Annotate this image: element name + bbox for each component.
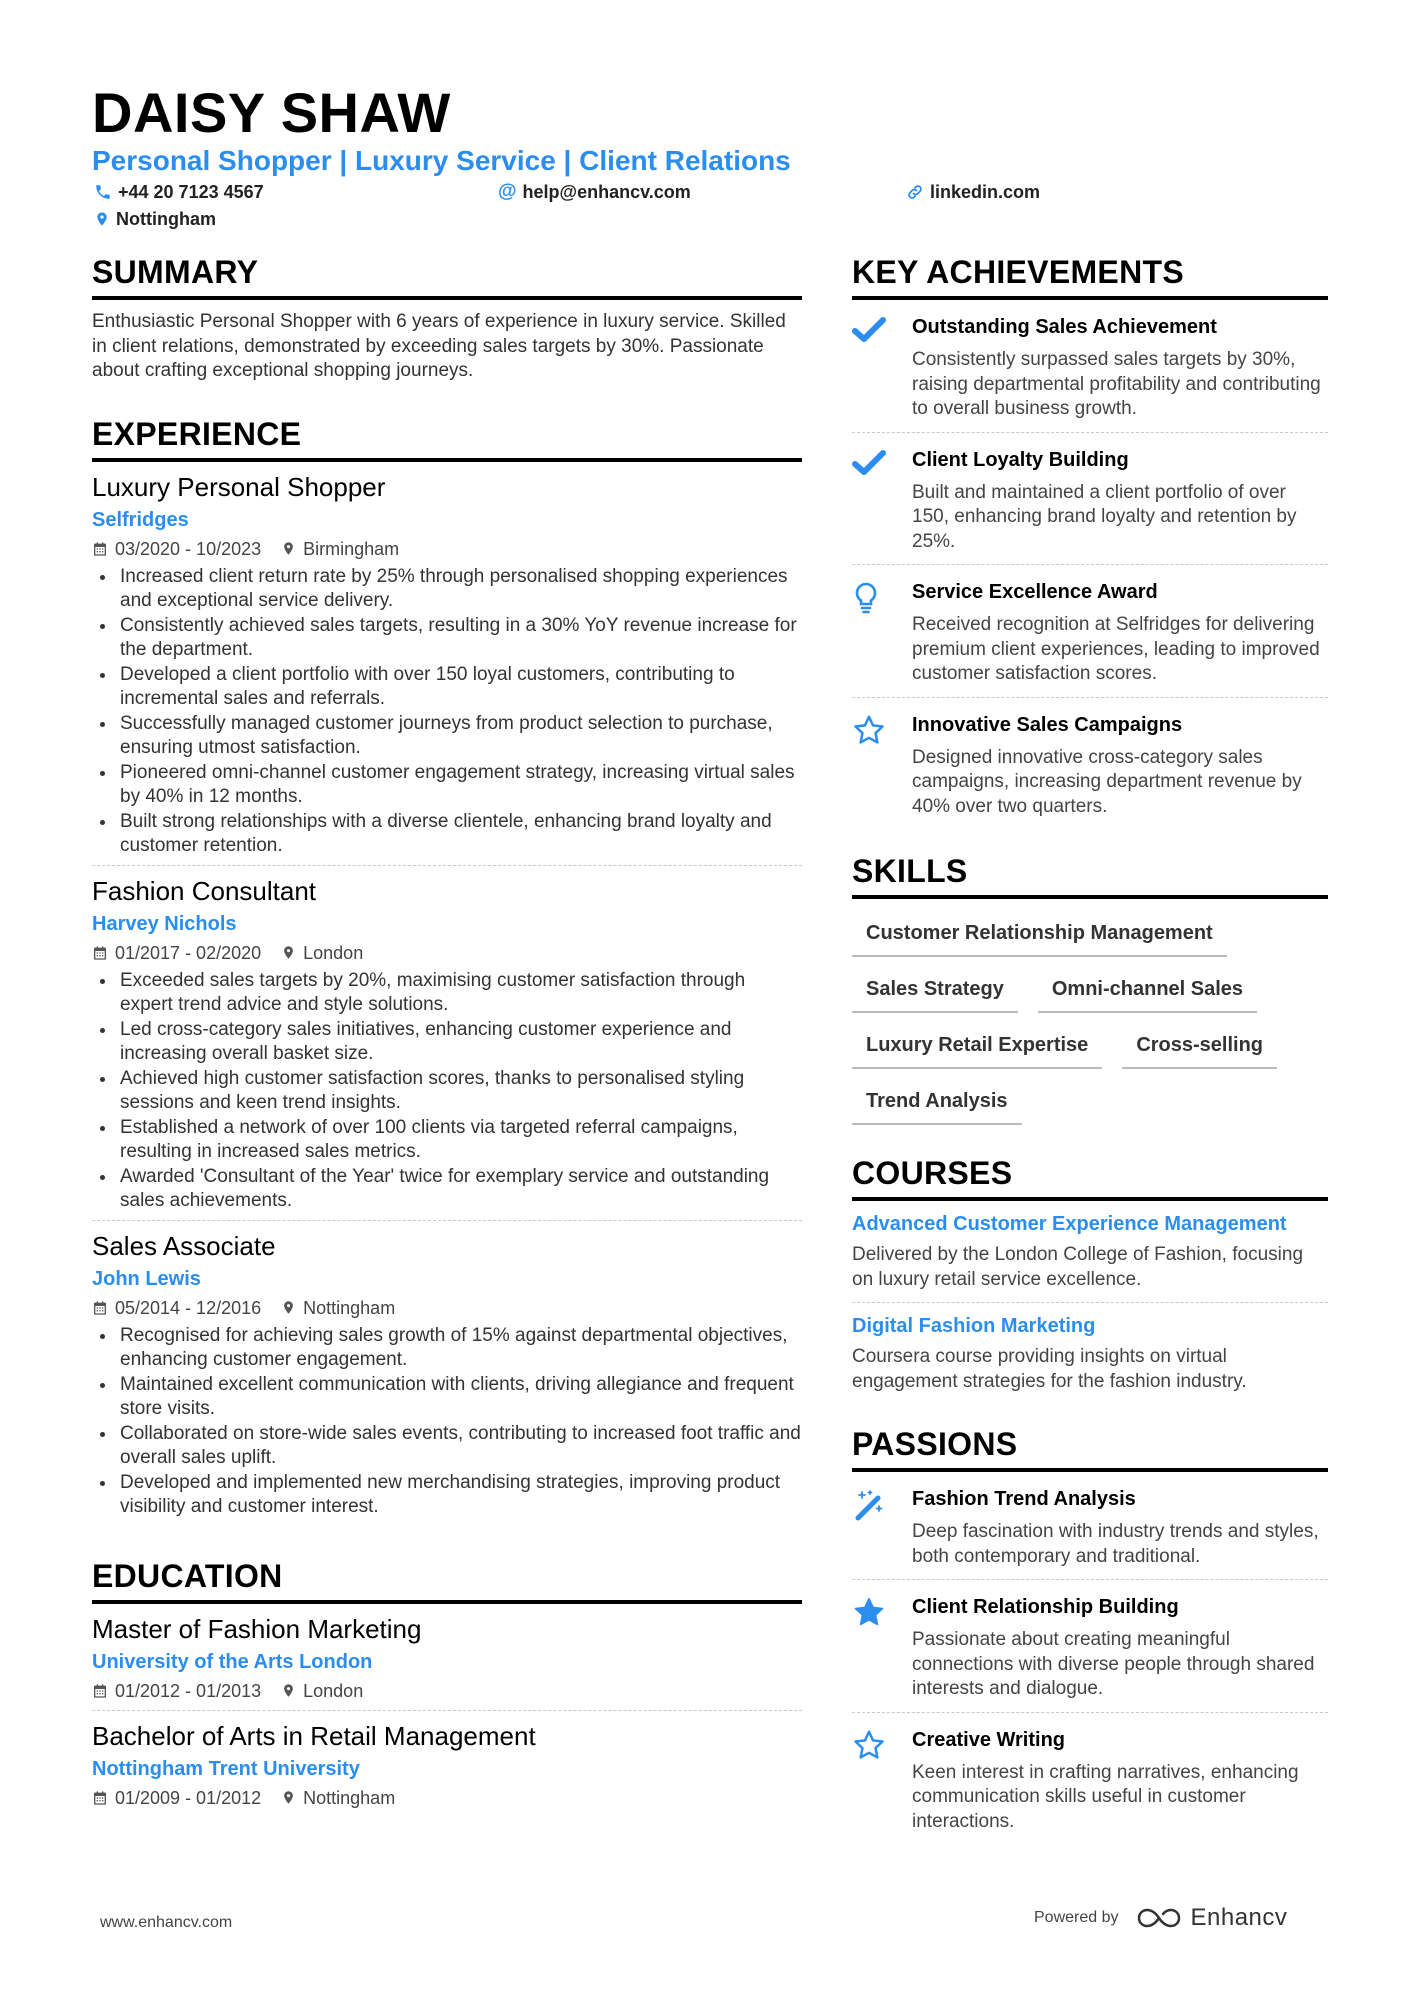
courses-title: COURSES [852,1153,1328,1201]
achievements-body [912,579,1328,687]
passions-section [852,1424,1328,1844]
job-entry [92,462,802,866]
footer-branding [1034,1904,1287,1932]
check-icon [852,314,912,422]
job-bullet: Successfully managed customer journeys from product selection to purchase, ensuring utmost satisfaction. [92,712,802,761]
powered-by-text: Powered by [1034,1909,1119,1926]
calendar-icon [92,1790,108,1806]
candidate-name: DAISY SHAW [92,81,451,144]
passions-description: Passionate about creating meaningful connections with diverse people through shared interests and dialogue. [912,1629,1315,1699]
passions-title: PASSIONS [852,1424,1328,1472]
achievements-item [852,300,1328,433]
enhancv-logo[interactable] [1137,1904,1288,1932]
passions-title: Client Relationship Building [912,1596,1179,1618]
phone-number: +44 20 7123 4567 [118,182,264,202]
education-list [92,1604,802,1817]
lightbulb-icon [852,579,912,687]
education-meta [92,1785,802,1811]
job-bullet: Led cross-category sales initiatives, enhancing customer experience and increasing overall basket size. [92,1018,802,1067]
job-meta [92,940,802,966]
achievements-item [852,433,1328,566]
job-bullet: Achieved high customer satisfaction scores, thanks to personalised styling sessions and keen trend insights. [92,1067,802,1116]
job-dates [92,1295,261,1321]
job-bullet: Built strong relationships with a diverse clientele, enhancing brand loyalty and customer retention. [92,810,802,859]
skill-tag: Omni-channel Sales [1038,967,1257,1013]
education-dates [92,1785,261,1811]
achievement-list [852,300,1328,829]
achievements-title: KEY ACHIEVEMENTS [852,252,1328,300]
passions-title: Creative Writing [912,1728,1065,1751]
skill-tag: Luxury Retail Expertise [852,1023,1102,1069]
location-contact [94,207,216,231]
achievements-description: Designed innovative cross-category sales campaigns, increasing department revenue by 40% over two quarters. [912,746,1302,817]
passions-item [852,1713,1328,1845]
summary-text: Enthusiastic Personal Shopper with 6 years of experience in luxury service. Skilled in client relations, demonstrated by exceeding sales targets by 30%. Passionate about crafting exceptional shopping journeys. [92,311,786,381]
job-dates [92,940,261,966]
job-entry [92,1221,802,1526]
job-dates [92,536,261,562]
location-pin-icon [281,944,296,961]
job-title: Luxury Personal Shopper [92,471,386,502]
job-location [281,940,363,966]
education-location-text: Nottingham [303,1787,396,1808]
passions-description: Keen interest in crafting narratives, enhancing communication skills useful in customer interactions. [912,1761,1299,1832]
course-description: Coursera course providing insights on virtual engagement strategies for the fashion industry. [852,1346,1247,1392]
education-location [281,1678,363,1704]
school-name[interactable]: University of the Arts London [92,1650,373,1673]
skill-list [852,899,1328,1135]
brand-name: Enhancv [1190,1904,1288,1931]
company-name[interactable]: John Lewis [92,1267,201,1290]
skill-tag: Customer Relationship Management [852,911,1227,957]
calendar-icon [92,1683,108,1699]
passions-body [912,1727,1328,1835]
education-dates [92,1678,261,1704]
email-contact[interactable] [498,180,691,204]
location-text: Nottingham [116,209,216,229]
passions-item [852,1472,1328,1580]
achievements-section [852,252,1328,829]
job-bullet: Increased client return rate by 25% through personalised shopping experiences and exceptional service delivery. [92,565,802,614]
job-bullet: Developed and implemented new merchandising strategies, improving product visibility and customer interest. [92,1471,802,1520]
education-entry [92,1711,802,1817]
achievements-description: Built and maintained a client portfolio of over 150, enhancing brand loyalty and retention by 25%. [912,481,1297,552]
job-entry [92,866,802,1221]
achievements-description: Consistently surpassed sales targets by 30%, raising departmental profitability and contributing to overall business growth. [912,349,1321,419]
enhancv-logo-icon [1137,1907,1183,1929]
skills-title: SKILLS [852,851,1328,899]
job-location-text: Birmingham [303,538,400,559]
job-location [281,536,399,562]
job-location-text: London [303,942,364,963]
email-address[interactable]: help@enhancv.com [522,182,691,202]
achievements-body [912,447,1328,555]
company-name[interactable]: Selfridges [92,508,189,531]
achievements-body [912,712,1328,820]
summary-section [92,252,802,384]
link-icon [906,183,924,201]
education-dates-text: 01/2012 - 01/2013 [115,1680,262,1701]
achievements-title: Outstanding Sales Achievement [912,316,1217,338]
course-entry [852,1201,1328,1303]
calendar-icon [92,541,108,557]
experience-section [92,414,802,1526]
linkedin-link[interactable]: linkedin.com [930,182,1041,202]
education-entry [92,1604,802,1711]
star-outline-icon [852,1727,912,1835]
skills-section [852,851,1328,1135]
achievements-item [852,565,1328,698]
linkedin-contact[interactable] [906,180,1040,204]
passions-body [912,1594,1328,1702]
passions-description: Deep fascination with industry trends and styles, both contemporary and traditional. [912,1521,1319,1567]
right-column [852,252,1328,1874]
job-dates-text: 05/2014 - 12/2016 [115,1297,262,1318]
course-entry [852,1303,1328,1404]
job-bullet: Established a network of over 100 clients via targeted referral campaigns, resulting in increased sales metrics. [92,1116,802,1165]
achievements-description: Received recognition at Selfridges for delivering premium client experiences, leading to improved customer satisfaction scores. [912,614,1320,684]
job-list [92,462,802,1526]
phone-contact [94,180,264,204]
star-outline-icon [852,712,912,820]
left-column [92,252,802,1847]
education-dates-text: 01/2009 - 01/2012 [115,1787,262,1808]
job-meta [92,536,802,562]
job-dates-text: 01/2017 - 02/2020 [115,942,262,963]
job-bullet: Developed a client portfolio with over 150 loyal customers, contributing to incremental sales and referrals. [92,663,802,712]
check-icon [852,447,912,555]
course-title[interactable]: Advanced Customer Experience Management [852,1213,1287,1235]
location-pin-icon [281,540,296,557]
job-meta [92,1295,802,1321]
skill-tag: Cross-selling [1122,1023,1277,1069]
education-meta [92,1678,802,1704]
job-bullets [92,1324,802,1520]
degree-title: Master of Fashion Marketing [92,1613,422,1644]
calendar-icon [92,1300,108,1316]
job-location-text: Nottingham [303,1297,396,1318]
job-dates-text: 03/2020 - 10/2023 [115,538,262,559]
phone-icon [94,183,112,201]
location-pin-icon [281,1682,296,1699]
job-location [281,1295,395,1321]
achievements-item [852,698,1328,830]
passion-list [852,1472,1328,1844]
job-title: Sales Associate [92,1230,276,1261]
course-title[interactable]: Digital Fashion Marketing [852,1315,1096,1337]
job-bullet: Exceeded sales targets by 20%, maximising customer satisfaction through expert trend advice and style solutions. [92,969,802,1018]
school-name[interactable]: Nottingham Trent University [92,1757,360,1780]
job-bullets [92,969,802,1214]
job-bullet: Recognised for achieving sales growth of 15% against departmental objectives, enhancing customer engagement. [92,1324,802,1373]
education-location-text: London [303,1680,364,1701]
education-section [92,1556,802,1817]
job-bullet: Collaborated on store-wide sales events, contributing to increased foot traffic and overall sales uplift. [92,1422,802,1471]
calendar-icon [92,945,108,961]
headline: Personal Shopper | Luxury Service | Client Relations [92,145,791,176]
course-list [852,1201,1328,1404]
passions-title: Fashion Trend Analysis [912,1488,1136,1510]
job-bullet: Pioneered omni-channel customer engagement strategy, increasing virtual sales by 40% in 12 months. [92,761,802,810]
skill-tag: Sales Strategy [852,967,1018,1013]
magic-wand-icon [852,1486,912,1569]
star-filled-icon [852,1594,912,1702]
passions-body [912,1486,1328,1569]
achievements-title: Service Excellence Award [912,581,1158,603]
achievements-title: Innovative Sales Campaigns [912,713,1183,736]
education-location [281,1785,395,1811]
company-name[interactable]: Harvey Nichols [92,912,237,935]
education-title: EDUCATION [92,1556,802,1604]
location-pin-icon [94,210,110,228]
skill-tag: Trend Analysis [852,1079,1022,1125]
achievements-body [912,314,1328,422]
job-bullet: Consistently achieved sales targets, resulting in a 30% YoY revenue increase for the department. [92,614,802,663]
achievements-title: Client Loyalty Building [912,448,1129,471]
job-bullets [92,565,802,859]
courses-section [852,1153,1328,1404]
at-icon: @ [498,181,517,202]
degree-title: Bachelor of Arts in Retail Management [92,1720,536,1751]
summary-title: SUMMARY [92,252,802,300]
experience-title: EXPERIENCE [92,414,802,462]
passions-item [852,1580,1328,1713]
footer-website[interactable]: www.enhancv.com [100,1914,233,1931]
job-bullet: Awarded 'Consultant of the Year' twice for exemplary service and outstanding sales achievements. [92,1165,802,1214]
location-pin-icon [281,1299,296,1316]
job-bullet: Maintained excellent communication with clients, driving allegiance and frequent store visits. [92,1373,802,1422]
job-title: Fashion Consultant [92,875,317,906]
course-description: Delivered by the London College of Fashion, focusing on luxury retail service excellence. [852,1244,1304,1290]
location-pin-icon [281,1789,296,1806]
